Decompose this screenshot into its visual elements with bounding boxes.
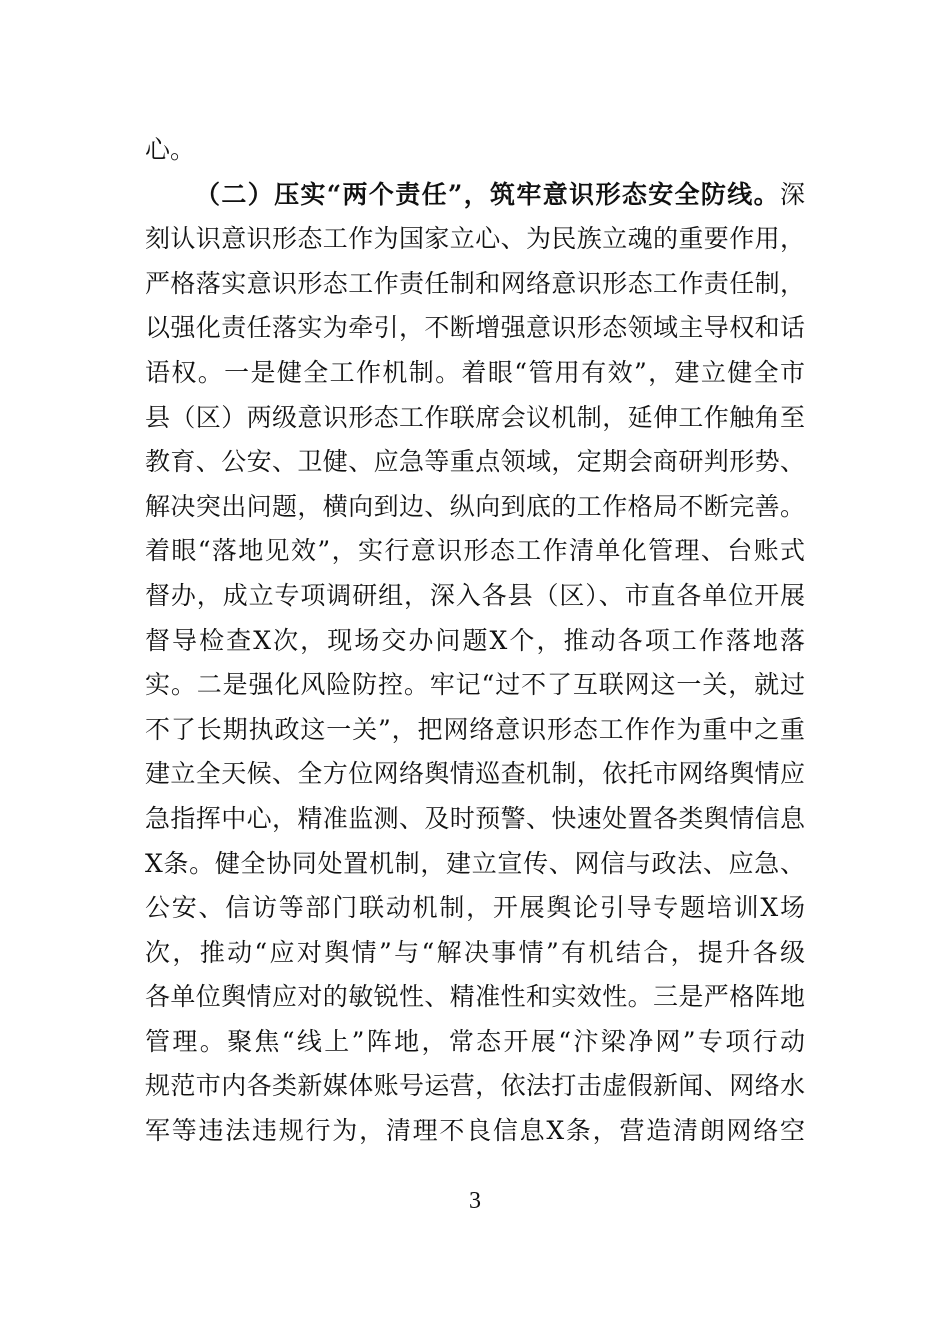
heading-continuation: 深 (779, 179, 805, 209)
text-line: 实。二是强化风险防控。牢记“过不了互联网这一关，就过 (145, 670, 805, 700)
text-line: 严格落实意识形态工作责任制和网络意识形态工作责任制， (145, 268, 805, 298)
page-number: 3 (469, 1188, 481, 1214)
text-line: 次，推动“应对舆情”与“解决事情”有机结合，提升各级 (145, 937, 805, 967)
text-line: 规范市内各类新媒体账号运营，依法打击虚假新闻、网络水 (145, 1071, 805, 1101)
text-line: 督办，成立专项调研组，深入各县（区）、市直各单位开展 (145, 580, 805, 610)
text-line: X条。健全协同处置机制，建立宣传、网信与政法、应急、 (145, 848, 805, 878)
text-line: 着眼“落地见效”，实行意识形态工作清单化管理、台账式 (145, 536, 805, 566)
section-heading-line (145, 173, 805, 218)
text-line: 建立全天候、全方位网络舆情巡查机制，依托市网络舆情应 (145, 759, 805, 789)
text-line: 教育、公安、卫健、应急等重点领域，定期会商研判形势、 (145, 447, 805, 477)
text-line: 县（区）两级意识形态工作联席会议机制，延伸工作触角至 (145, 402, 805, 432)
text-line: 以强化责任落实为牵引，不断增强意识形态领域主导权和话 (145, 313, 805, 343)
text-line: 急指挥中心，精准监测、及时预警、快速处置各类舆情信息 (145, 803, 805, 833)
text-line: 刻认识意识形态工作为国家立心、为民族立魂的重要作用， (145, 224, 805, 254)
text-line: 不了长期执政这一关”，把网络意识形态工作作为重中之重 (145, 714, 805, 744)
text-line: 军等违法违规行为，清理不良信息X条，营造清朗网络空 (145, 1116, 805, 1146)
text-line: 心。 (145, 135, 196, 164)
text-line: 管理。聚焦“线上”阵地，常态开展“汴梁净网”专项行动 (145, 1026, 805, 1056)
text-line: 各单位舆情应对的敏锐性、精准性和实效性。三是严格阵地 (145, 982, 805, 1012)
body-text (145, 128, 805, 1154)
text-line: 公安、信访等部门联动机制，开展舆论引导专题培训X场 (145, 893, 805, 923)
section-heading: （二）压实“两个责任”，筑牢意识形态安全防线。 (195, 179, 780, 209)
text-line: 督导检查X次，现场交办问题X个，推动各项工作落地落 (145, 625, 805, 655)
text-line: 语权。一是健全工作机制。着眼“管用有效”，建立健全市 (145, 357, 805, 387)
text-line: 解决突出问题，横向到边、纵向到底的工作格局不断完善。 (145, 491, 805, 521)
